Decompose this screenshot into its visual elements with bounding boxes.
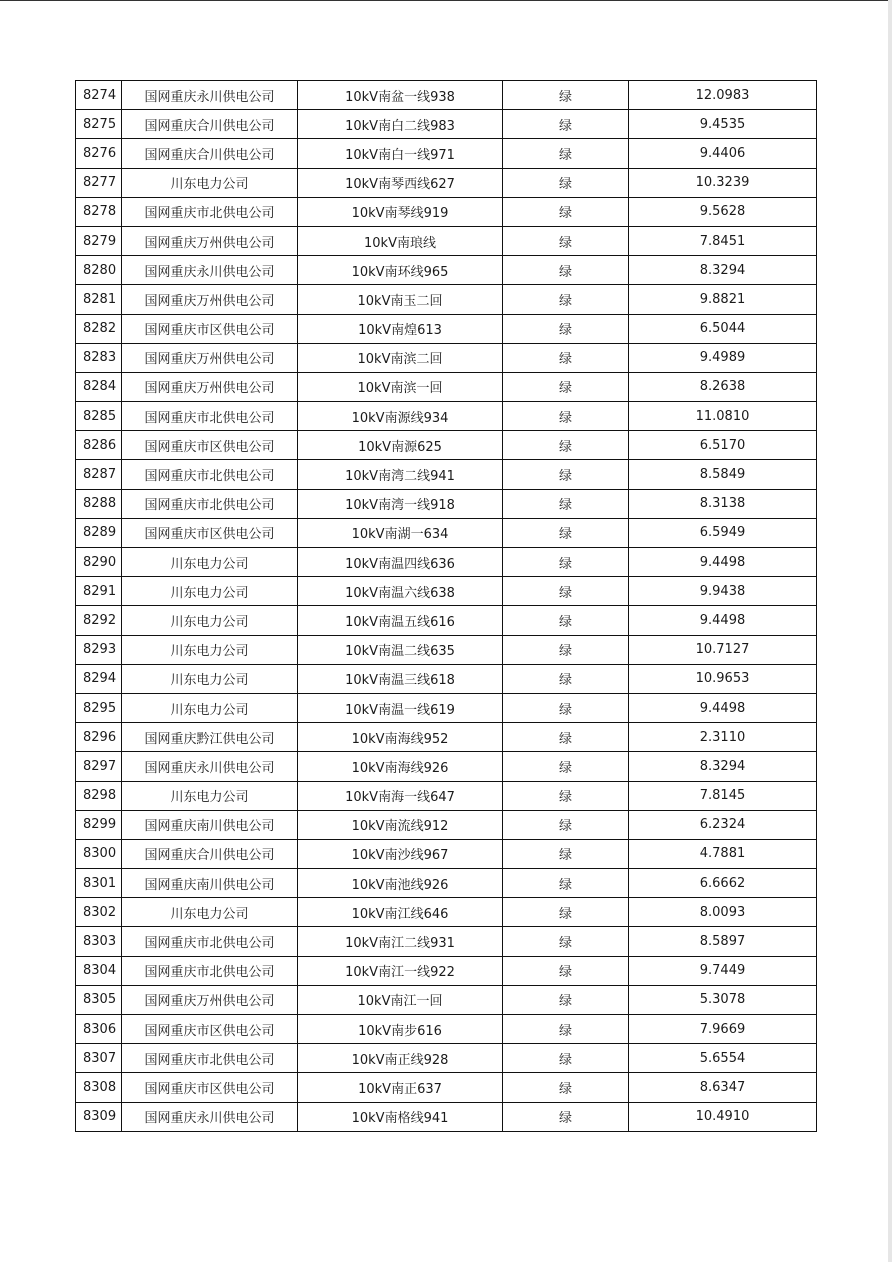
value-cell: 9.4406 [629, 139, 817, 168]
company-cell: 国网重庆永川供电公司 [122, 752, 298, 781]
row-id-cell: 8278 [76, 197, 122, 226]
company-cell: 国网重庆永川供电公司 [122, 256, 298, 285]
line-name-cell: 10kV南江线646 [298, 898, 503, 927]
line-name-cell: 10kV南湖一634 [298, 518, 503, 547]
table-row [76, 752, 817, 781]
table-row [76, 693, 817, 722]
table-row [76, 781, 817, 810]
company-cell: 国网重庆南川供电公司 [122, 869, 298, 898]
color-cell: 绿 [503, 139, 629, 168]
table-row [76, 1102, 817, 1131]
row-id-cell: 8301 [76, 869, 122, 898]
table-row [76, 664, 817, 693]
color-cell: 绿 [503, 402, 629, 431]
value-cell: 7.8451 [629, 226, 817, 255]
table-row [76, 81, 817, 110]
company-cell: 国网重庆万州供电公司 [122, 372, 298, 401]
company-cell: 国网重庆市区供电公司 [122, 1015, 298, 1044]
table-row [76, 372, 817, 401]
line-name-cell: 10kV南温五线616 [298, 606, 503, 635]
line-name-cell: 10kV南江二线931 [298, 927, 503, 956]
color-cell: 绿 [503, 1073, 629, 1102]
value-cell: 6.6662 [629, 869, 817, 898]
table-row [76, 168, 817, 197]
table-row [76, 577, 817, 606]
line-name-cell: 10kV南滨二回 [298, 343, 503, 372]
company-cell: 国网重庆永川供电公司 [122, 81, 298, 110]
value-cell: 9.4498 [629, 606, 817, 635]
value-cell: 2.3110 [629, 723, 817, 752]
table-row [76, 431, 817, 460]
color-cell: 绿 [503, 985, 629, 1014]
value-cell: 9.7449 [629, 956, 817, 985]
table-body [76, 81, 817, 1132]
value-cell: 12.0983 [629, 81, 817, 110]
color-cell: 绿 [503, 869, 629, 898]
row-id-cell: 8309 [76, 1102, 122, 1131]
company-cell: 国网重庆永川供电公司 [122, 1102, 298, 1131]
line-name-cell: 10kV南白一线971 [298, 139, 503, 168]
row-id-cell: 8285 [76, 402, 122, 431]
table-row [76, 548, 817, 577]
color-cell: 绿 [503, 693, 629, 722]
line-name-cell: 10kV南琴西线627 [298, 168, 503, 197]
row-id-cell: 8299 [76, 810, 122, 839]
color-cell: 绿 [503, 606, 629, 635]
value-cell: 5.6554 [629, 1044, 817, 1073]
value-cell: 9.4498 [629, 548, 817, 577]
color-cell: 绿 [503, 810, 629, 839]
value-cell: 4.7881 [629, 839, 817, 868]
table-row [76, 460, 817, 489]
color-cell: 绿 [503, 489, 629, 518]
color-cell: 绿 [503, 577, 629, 606]
value-cell: 8.0093 [629, 898, 817, 927]
table-row [76, 869, 817, 898]
line-name-cell: 10kV南池线926 [298, 869, 503, 898]
line-name-cell: 10kV南环线965 [298, 256, 503, 285]
table-row [76, 139, 817, 168]
line-name-cell: 10kV南源线934 [298, 402, 503, 431]
row-id-cell: 8288 [76, 489, 122, 518]
row-id-cell: 8284 [76, 372, 122, 401]
line-name-cell: 10kV南温二线635 [298, 635, 503, 664]
row-id-cell: 8274 [76, 81, 122, 110]
value-cell: 6.2324 [629, 810, 817, 839]
row-id-cell: 8304 [76, 956, 122, 985]
row-id-cell: 8294 [76, 664, 122, 693]
table-row [76, 635, 817, 664]
value-cell: 8.2638 [629, 372, 817, 401]
company-cell: 国网重庆合川供电公司 [122, 839, 298, 868]
company-cell: 川东电力公司 [122, 898, 298, 927]
color-cell: 绿 [503, 168, 629, 197]
value-cell: 10.4910 [629, 1102, 817, 1131]
line-name-cell: 10kV南滨一回 [298, 372, 503, 401]
row-id-cell: 8282 [76, 314, 122, 343]
company-cell: 国网重庆市北供电公司 [122, 927, 298, 956]
row-id-cell: 8300 [76, 839, 122, 868]
row-id-cell: 8277 [76, 168, 122, 197]
color-cell: 绿 [503, 548, 629, 577]
company-cell: 川东电力公司 [122, 606, 298, 635]
color-cell: 绿 [503, 256, 629, 285]
color-cell: 绿 [503, 431, 629, 460]
color-cell: 绿 [503, 314, 629, 343]
line-name-cell: 10kV南海一线647 [298, 781, 503, 810]
value-cell: 10.3239 [629, 168, 817, 197]
line-name-cell: 10kV南白二线983 [298, 110, 503, 139]
table-row [76, 285, 817, 314]
row-id-cell: 8281 [76, 285, 122, 314]
row-id-cell: 8292 [76, 606, 122, 635]
color-cell: 绿 [503, 1102, 629, 1131]
row-id-cell: 8275 [76, 110, 122, 139]
value-cell: 11.0810 [629, 402, 817, 431]
row-id-cell: 8297 [76, 752, 122, 781]
row-id-cell: 8280 [76, 256, 122, 285]
line-name-cell: 10kV南海线926 [298, 752, 503, 781]
value-cell: 9.4498 [629, 693, 817, 722]
color-cell: 绿 [503, 372, 629, 401]
color-cell: 绿 [503, 460, 629, 489]
line-name-cell: 10kV南温一线619 [298, 693, 503, 722]
line-name-cell: 10kV南琴线919 [298, 197, 503, 226]
table-row [76, 256, 817, 285]
company-cell: 国网重庆万州供电公司 [122, 285, 298, 314]
color-cell: 绿 [503, 285, 629, 314]
row-id-cell: 8306 [76, 1015, 122, 1044]
row-id-cell: 8296 [76, 723, 122, 752]
line-name-cell: 10kV南湾一线918 [298, 489, 503, 518]
row-id-cell: 8307 [76, 1044, 122, 1073]
company-cell: 川东电力公司 [122, 168, 298, 197]
row-id-cell: 8290 [76, 548, 122, 577]
table-row [76, 1073, 817, 1102]
value-cell: 9.5628 [629, 197, 817, 226]
company-cell: 国网重庆市区供电公司 [122, 431, 298, 460]
row-id-cell: 8287 [76, 460, 122, 489]
company-cell: 国网重庆万州供电公司 [122, 343, 298, 372]
row-id-cell: 8286 [76, 431, 122, 460]
table-row [76, 606, 817, 635]
table-row [76, 839, 817, 868]
value-cell: 6.5949 [629, 518, 817, 547]
color-cell: 绿 [503, 839, 629, 868]
row-id-cell: 8298 [76, 781, 122, 810]
value-cell: 8.3294 [629, 752, 817, 781]
color-cell: 绿 [503, 752, 629, 781]
company-cell: 国网重庆合川供电公司 [122, 110, 298, 139]
row-id-cell: 8283 [76, 343, 122, 372]
table-row [76, 927, 817, 956]
company-cell: 国网重庆市北供电公司 [122, 956, 298, 985]
line-name-cell: 10kV南海线952 [298, 723, 503, 752]
company-cell: 川东电力公司 [122, 664, 298, 693]
line-name-cell: 10kV南温三线618 [298, 664, 503, 693]
row-id-cell: 8308 [76, 1073, 122, 1102]
color-cell: 绿 [503, 956, 629, 985]
color-cell: 绿 [503, 927, 629, 956]
line-name-cell: 10kV南煌613 [298, 314, 503, 343]
row-id-cell: 8295 [76, 693, 122, 722]
value-cell: 9.4535 [629, 110, 817, 139]
value-cell: 9.8821 [629, 285, 817, 314]
company-cell: 国网重庆市区供电公司 [122, 314, 298, 343]
value-cell: 10.9653 [629, 664, 817, 693]
line-name-cell: 10kV南琅线 [298, 226, 503, 255]
company-cell: 川东电力公司 [122, 548, 298, 577]
table-row [76, 226, 817, 255]
table-row [76, 810, 817, 839]
table-row [76, 197, 817, 226]
company-cell: 川东电力公司 [122, 577, 298, 606]
company-cell: 川东电力公司 [122, 635, 298, 664]
value-cell: 9.4989 [629, 343, 817, 372]
value-cell: 8.3138 [629, 489, 817, 518]
color-cell: 绿 [503, 197, 629, 226]
value-cell: 8.5897 [629, 927, 817, 956]
row-id-cell: 8289 [76, 518, 122, 547]
table-row [76, 343, 817, 372]
value-cell: 8.3294 [629, 256, 817, 285]
table-row [76, 110, 817, 139]
value-cell: 10.7127 [629, 635, 817, 664]
company-cell: 国网重庆黔江供电公司 [122, 723, 298, 752]
company-cell: 国网重庆万州供电公司 [122, 226, 298, 255]
color-cell: 绿 [503, 226, 629, 255]
table-row [76, 985, 817, 1014]
row-id-cell: 8293 [76, 635, 122, 664]
row-id-cell: 8303 [76, 927, 122, 956]
line-name-cell: 10kV南玉二回 [298, 285, 503, 314]
page-top-border [0, 0, 892, 1]
color-cell: 绿 [503, 1015, 629, 1044]
color-cell: 绿 [503, 518, 629, 547]
company-cell: 国网重庆市北供电公司 [122, 489, 298, 518]
line-name-cell: 10kV南盆一线938 [298, 81, 503, 110]
table-row [76, 489, 817, 518]
line-name-cell: 10kV南源625 [298, 431, 503, 460]
line-name-cell: 10kV南正637 [298, 1073, 503, 1102]
line-name-cell: 10kV南湾二线941 [298, 460, 503, 489]
company-cell: 国网重庆市北供电公司 [122, 197, 298, 226]
table-row [76, 723, 817, 752]
color-cell: 绿 [503, 664, 629, 693]
company-cell: 国网重庆市北供电公司 [122, 460, 298, 489]
line-name-cell: 10kV南江一回 [298, 985, 503, 1014]
line-name-cell: 10kV南步616 [298, 1015, 503, 1044]
color-cell: 绿 [503, 1044, 629, 1073]
company-cell: 川东电力公司 [122, 693, 298, 722]
row-id-cell: 8276 [76, 139, 122, 168]
line-name-cell: 10kV南江一线922 [298, 956, 503, 985]
table-row [76, 314, 817, 343]
table-row [76, 956, 817, 985]
value-cell: 6.5044 [629, 314, 817, 343]
value-cell: 8.6347 [629, 1073, 817, 1102]
row-id-cell: 8302 [76, 898, 122, 927]
company-cell: 川东电力公司 [122, 781, 298, 810]
company-cell: 国网重庆市区供电公司 [122, 518, 298, 547]
row-id-cell: 8291 [76, 577, 122, 606]
color-cell: 绿 [503, 81, 629, 110]
color-cell: 绿 [503, 781, 629, 810]
line-name-cell: 10kV南温六线638 [298, 577, 503, 606]
data-table [75, 80, 817, 1132]
color-cell: 绿 [503, 723, 629, 752]
company-cell: 国网重庆市北供电公司 [122, 402, 298, 431]
row-id-cell: 8305 [76, 985, 122, 1014]
value-cell: 7.9669 [629, 1015, 817, 1044]
company-cell: 国网重庆合川供电公司 [122, 139, 298, 168]
company-cell: 国网重庆市北供电公司 [122, 1044, 298, 1073]
color-cell: 绿 [503, 635, 629, 664]
value-cell: 7.8145 [629, 781, 817, 810]
table-row [76, 1015, 817, 1044]
value-cell: 6.5170 [629, 431, 817, 460]
color-cell: 绿 [503, 898, 629, 927]
color-cell: 绿 [503, 110, 629, 139]
page-right-edge [888, 0, 892, 1262]
line-name-cell: 10kV南沙线967 [298, 839, 503, 868]
row-id-cell: 8279 [76, 226, 122, 255]
table-row [76, 1044, 817, 1073]
table-row [76, 402, 817, 431]
table-row [76, 898, 817, 927]
value-cell: 5.3078 [629, 985, 817, 1014]
company-cell: 国网重庆市区供电公司 [122, 1073, 298, 1102]
company-cell: 国网重庆南川供电公司 [122, 810, 298, 839]
line-name-cell: 10kV南温四线636 [298, 548, 503, 577]
company-cell: 国网重庆万州供电公司 [122, 985, 298, 1014]
value-cell: 8.5849 [629, 460, 817, 489]
color-cell: 绿 [503, 343, 629, 372]
line-name-cell: 10kV南格线941 [298, 1102, 503, 1131]
line-name-cell: 10kV南正线928 [298, 1044, 503, 1073]
value-cell: 9.9438 [629, 577, 817, 606]
line-name-cell: 10kV南流线912 [298, 810, 503, 839]
table-row [76, 518, 817, 547]
